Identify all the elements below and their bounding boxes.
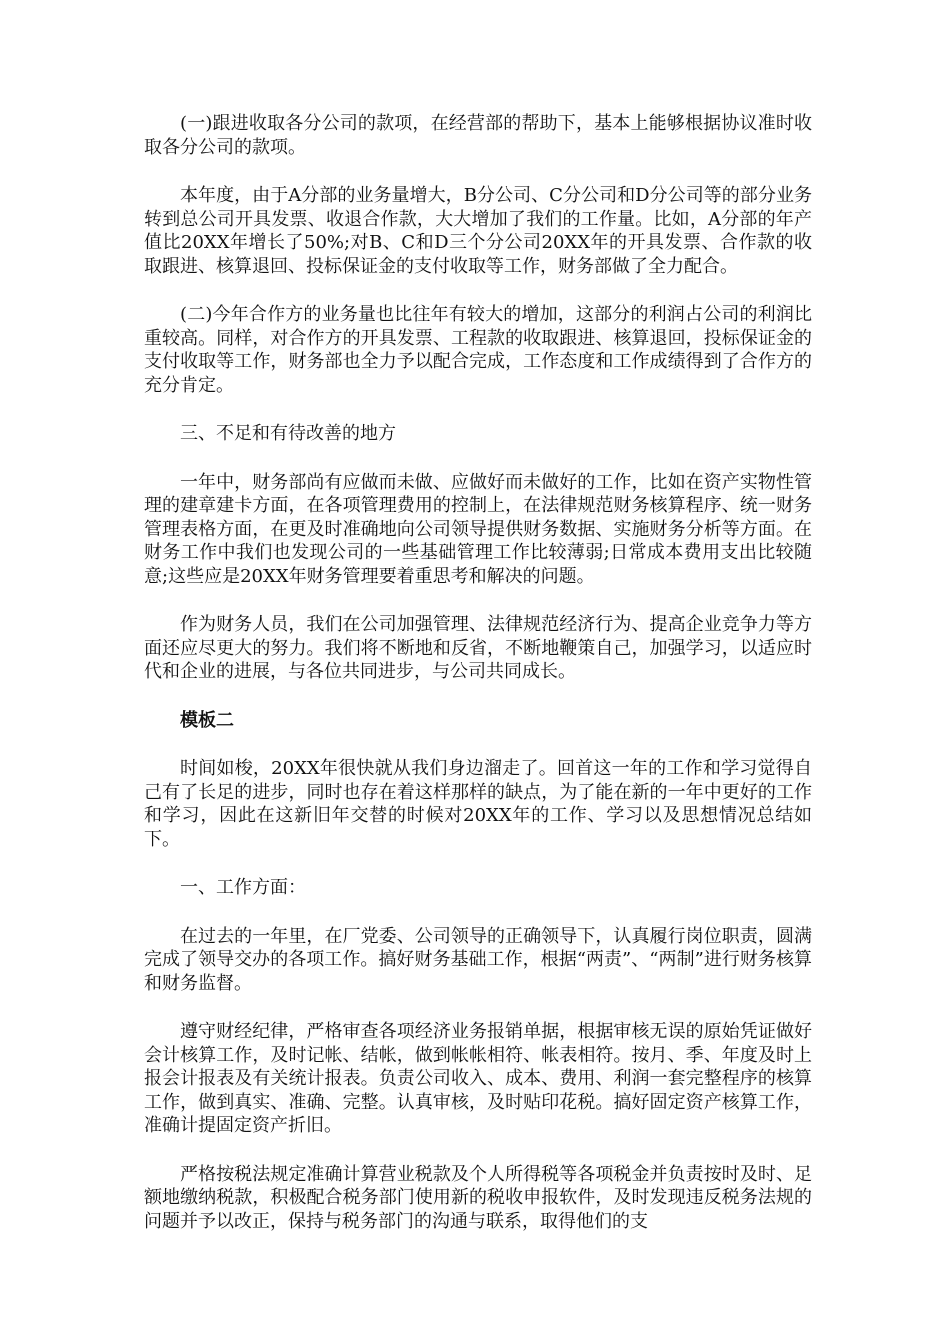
paragraph-future-efforts: 作为财务人员，我们在公司加强管理、法律规范经济行为、提高企业竞争力等方面还应尽更大的努力。我们将不断地和反省，不断地鞭策自己，加强学习，以适应时代和企业的进展，与各位共同进步，与公司共同成长。 xyxy=(144,614,812,682)
paragraph-financial-discipline: 遵守财经纪律，严格审查各项经济业务报销单据，根据审核无误的原始凭证做好会计核算工作，及时记帐、结帐，做到帐帐相符、帐表相符。按月、季、年度及时上报会计报表及有关统计报表。负责公司收入、成本、费用、利润一套完整程序的核算工作，做到真实、准确、完整。认真审核，及时贴印花税。搞好固定资产核算工作，准确计提固定资产折旧。 xyxy=(144,1021,812,1136)
paragraph-shortcomings-detail: 一年中，财务部尚有应做而未做、应做好而未做好的工作，比如在资产实物性管理的建章建卡方面，在各项管理费用的控制上，在法律规范财务核算程序、统一财务管理表格方面，在更及时准确地向公司领导提供财务数据、实施财务分析等方面。在财务工作中我们也发现公司的一些基础管理工作比较薄弱;日常成本费用支出比较随意;这些应是20XX年财务管理要着重思考和解决的问题。 xyxy=(144,471,812,587)
section-heading-work: 一、工作方面： xyxy=(180,877,306,898)
paragraph-collect-payments: (一)跟进收取各分公司的款项，在经营部的帮助下，基本上能够根据协议准时收取各分公司的款项。 xyxy=(144,113,812,158)
template-two-heading: 模板二 xyxy=(180,709,234,731)
paragraph-tax-compliance: 严格按税法规定准确计算营业税款及个人所得税等各项税金并负责按时及时、足额地缴纳税款，积极配合税务部门使用新的税收申报软件，及时发现违反税务法规的问题并予以改正，保持与税务部门的沟通与联系，取得他们的支 xyxy=(144,1163,812,1232)
paragraph-year-review: 时间如梭，20XX年很快就从我们身边溜走了。回首这一年的工作和学习觉得自己有了长足的进步，同时也存在着这样那样的缺点，为了能在新的一年中更好的工作和学习，因此在这新旧年交替的时候对20XX年的工作、学习以及思想情况总结如下。 xyxy=(144,758,812,850)
document-page xyxy=(144,112,812,1258)
section-heading-shortcomings: 三、不足和有待改善的地方 xyxy=(180,423,396,444)
paragraph-partner-business: (二)今年合作方的业务量也比往年有较大的增加，这部分的利润占公司的利润比重较高。同样，对合作方的开具发票、工程款的收取跟进、核算退回，投标保证金的支付收取等工作，财务部也全力予以配合完成，工作态度和工作成绩得到了合作方的充分肯定。 xyxy=(144,304,812,396)
paragraph-annual-workload: 本年度，由于A分部的业务量增大，B分公司、C分公司和D分公司等的部分业务转到总公司开具发票、收退合作款，大大增加了我们的工作量。比如，A分部的年产值比20XX年增长了50%;对B、C和D三个分公司20XX年的开具发票、合作款的收取跟进、核算退回、投标保证金的支付收取等工作，财务部做了全力配合。 xyxy=(144,185,812,277)
paragraph-duties: 在过去的一年里，在厂党委、公司领导的正确领导下，认真履行岗位职责，圆满完成了领导交办的各项工作。搞好财务基础工作，根据“两责”、“两制”进行财务核算和财务监督。 xyxy=(144,925,812,994)
